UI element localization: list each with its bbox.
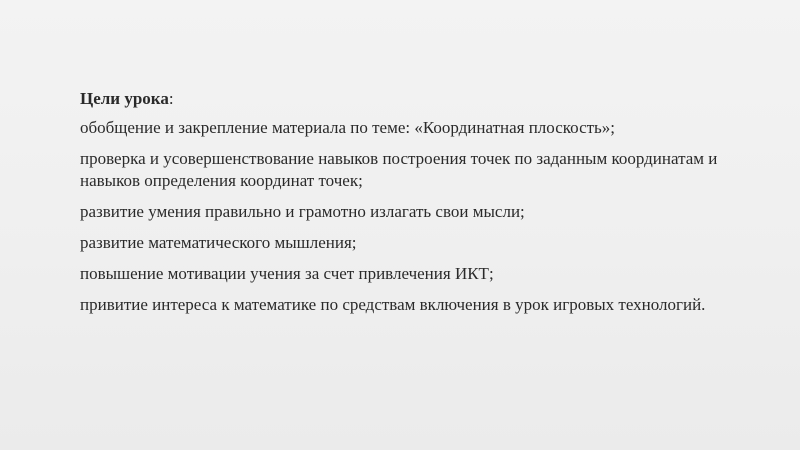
goal-item: проверка и усовершенствование навыков построения точек по заданным координатам и навыков определения координат точек; [80, 149, 718, 190]
heading-label: Цели урока [80, 89, 169, 108]
goal-item: привитие интереса к математике по средствам включения в урок игровых технологий. [80, 295, 706, 314]
slide-heading [80, 88, 730, 110]
goals-list [80, 117, 730, 316]
goal-item: повышение мотивации учения за счет привлечения ИКТ; [80, 264, 494, 283]
goal-item: развитие математического мышления; [80, 233, 357, 252]
slide-content [80, 88, 730, 325]
goal-item: развитие умения правильно и грамотно излагать свои мысли; [80, 202, 525, 221]
goal-item: обобщение и закрепление материала по теме: «Координатная плоскость»; [80, 118, 616, 137]
heading-suffix: : [168, 89, 174, 108]
